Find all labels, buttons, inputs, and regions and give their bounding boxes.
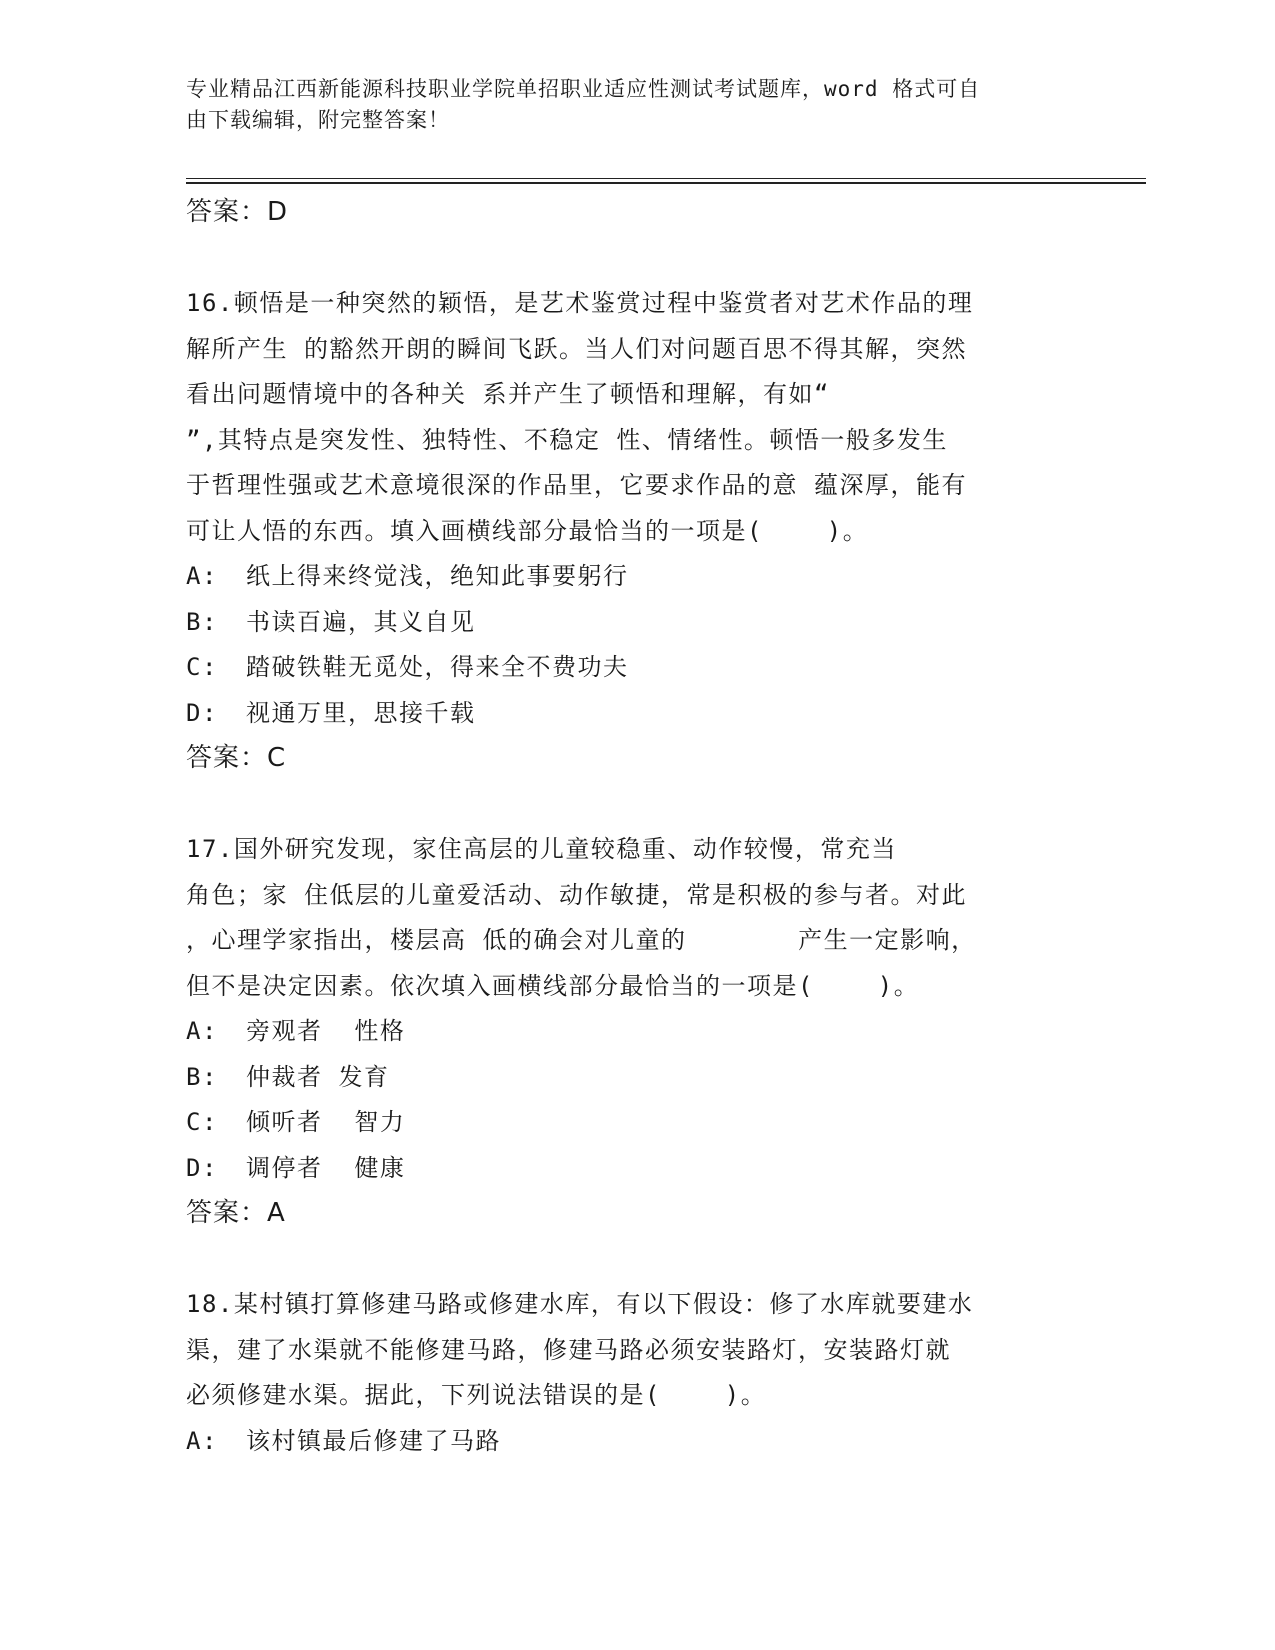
question-text-line: ，心理学家指出，楼层高 低的确会对儿童的 产生一定影响， <box>186 926 977 954</box>
question-text-line: 看出问题情境中的各种关 系并产生了顿悟和理解，有如“ <box>186 380 830 408</box>
option-text: 纸上得来终觉浅，绝知此事要躬行 <box>246 562 629 590</box>
question-text-line: 18.某村镇打算修建马路或修建水库，有以下假设：修了水库就要建水 <box>186 1290 974 1318</box>
question-text-line: 17.国外研究发现，家住高层的儿童较稳重、动作较慢，常充当 <box>186 835 897 863</box>
header-rule-thick <box>186 182 1146 184</box>
option-text: 倾听者 智力 <box>246 1108 406 1136</box>
option-a <box>186 554 1086 600</box>
option-key: C: <box>186 653 218 681</box>
question-text-line: 于哲理性强或艺术意境很深的作品里，它要求作品的意 蕴深厚，能有 <box>186 471 967 499</box>
option-d <box>186 1146 1086 1192</box>
option-text: 该村镇最后修建了马路 <box>246 1426 501 1455</box>
option-key: B: <box>186 607 218 636</box>
document-body <box>186 190 1086 1464</box>
spacer <box>186 1237 1086 1283</box>
header-rule-thin <box>186 178 1146 179</box>
question-16 <box>186 281 1086 782</box>
answer-line: 答案：D <box>186 197 289 227</box>
question-18 <box>186 1282 1086 1464</box>
question-text-line: 16.顿悟是一种突然的颖悟，是艺术鉴赏过程中鉴赏者对艺术作品的理 <box>186 289 974 317</box>
option-key: A: <box>186 1426 218 1455</box>
option-d <box>186 691 1086 737</box>
option-text: 踏破铁鞋无觅处，得来全不费功夫 <box>246 653 629 681</box>
option-c <box>186 645 1086 691</box>
option-key: A: <box>186 562 218 590</box>
document-header <box>186 74 1086 136</box>
option-a <box>186 1009 1086 1055</box>
option-text: 仲裁者 发育 <box>246 1062 390 1091</box>
question-text-line: 可让人悟的东西。填入画横线部分最恰当的一项是( )。 <box>186 516 869 545</box>
option-key: A: <box>186 1017 218 1045</box>
option-key: B: <box>186 1062 218 1091</box>
header-line-1: 专业精品江西新能源科技职业学院单招职业适应性测试考试题库，word 格式可自 <box>186 77 981 101</box>
spacer <box>186 236 1086 282</box>
question-text-line: 但不是决定因素。依次填入画横线部分最恰当的一项是( )。 <box>186 971 920 1000</box>
option-text: 旁观者 性格 <box>246 1017 406 1045</box>
option-b <box>186 1055 1086 1101</box>
option-c <box>186 1100 1086 1146</box>
option-text: 调停者 健康 <box>246 1153 406 1182</box>
header-line-2: 由下载编辑，附完整答案！ <box>186 108 450 132</box>
question-text-line: ”,其特点是突发性、独特性、不稳定 性、情绪性。顿悟一般多发生 <box>186 425 948 454</box>
option-a <box>186 1419 1086 1465</box>
question-text-line: 渠，建了水渠就不能修建马路，修建马路必须安装路灯，安装路灯就 <box>186 1335 951 1364</box>
option-key: D: <box>186 1153 218 1182</box>
question-text-line: 解所产生 的豁然开朗的瞬间飞跃。当人们对问题百思不得其解，突然 <box>186 334 967 363</box>
answer-line: 答案：C <box>186 743 287 773</box>
option-key: D: <box>186 698 218 727</box>
question-text-line: 必须修建水渠。据此，下列说法错误的是( )。 <box>186 1381 767 1409</box>
option-b <box>186 600 1086 646</box>
question-text-line: 角色；家 住低层的儿童爱活动、动作敏捷，常是积极的参与者。对此 <box>186 880 967 909</box>
option-text: 书读百遍，其义自见 <box>246 607 476 636</box>
option-text: 视通万里，思接千载 <box>246 698 476 727</box>
option-key: C: <box>186 1108 218 1136</box>
question-17 <box>186 827 1086 1237</box>
answer-line: 答案：A <box>186 1198 286 1228</box>
spacer <box>186 782 1086 828</box>
